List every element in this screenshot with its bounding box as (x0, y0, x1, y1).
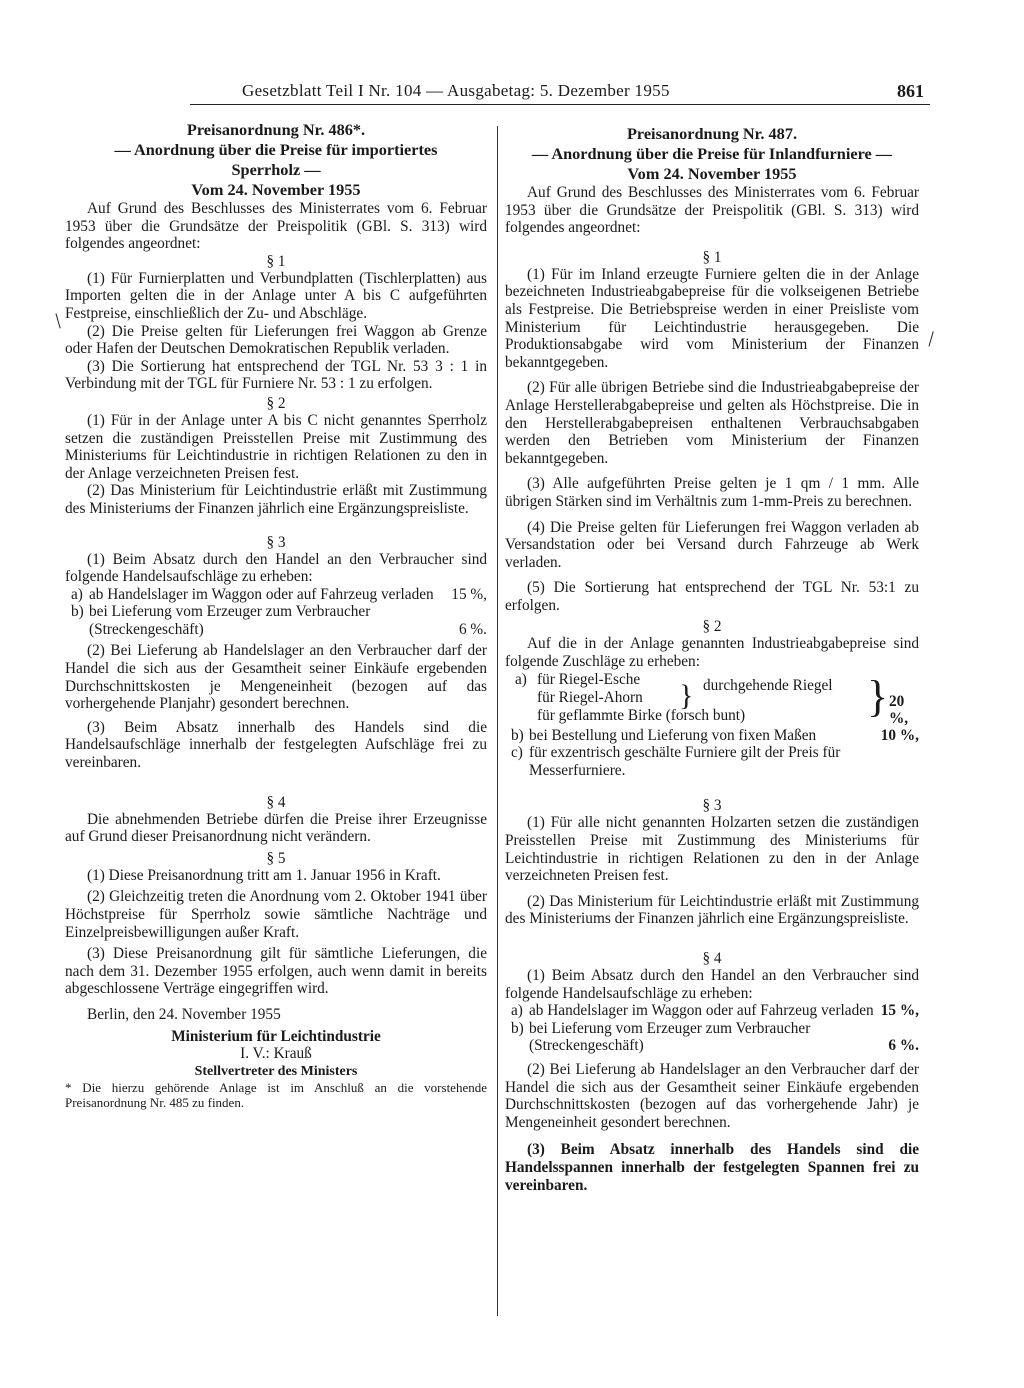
header-title: Gesetzblatt Teil I Nr. 104 — Ausgabetag: 5. Dezember 1955 (242, 81, 670, 100)
list-label: a) (511, 1002, 523, 1020)
ordinance-subtitle: Sperrholz — (231, 160, 321, 179)
paragraph: (2) Bei Lieferung ab Handelslager an den Verbraucher darf der Handel die sich aus der Gesamtheit seiner Einkäufe ergebenden Durchschnittskosten (bezogen auf das vorhergehende Jahr) je Mengeneinheit gesondert berechnen. (505, 1060, 919, 1131)
list-text: durchgehende Riegel (703, 676, 833, 694)
paragraph: (5) Die Sortierung hat entsprechend der TGL Nr. 53:1 zu erfolgen. (505, 579, 919, 614)
paragraph: (2) Bei Lieferung ab Handelslager an den Verbraucher darf der Handel die sich aus der Gesamtheit seiner Einkäufe ergebenden Durchschnittskosten je Mengeneinheit (bezogen auf das vorhergehende Planjahr) gesondert berechnen. (65, 642, 487, 713)
list-label: a) (515, 670, 527, 688)
list-label: c) (511, 744, 523, 762)
right-column (505, 124, 919, 1194)
list-text: ab Handelslager im Waggon oder auf Fahrzeug verladen (89, 585, 434, 603)
list-text: bei Bestellung und Lieferung von fixen Maßen (529, 726, 817, 744)
section-heading: § 2 (266, 394, 286, 412)
place-date: Berlin, den 24. November 1955 (87, 1005, 281, 1023)
list-text: für Riegel-Ahorn (537, 688, 643, 706)
page-header (190, 80, 930, 105)
list-item (505, 1020, 919, 1055)
margin-mark: / (48, 308, 68, 333)
ordinance-date: Vom 24. November 1955 (627, 164, 797, 183)
list-value: 6 %. (458, 620, 487, 638)
list-text: bei Lieferung vom Erzeuger zum Verbraucher (Streckengeschäft) (529, 1019, 811, 1055)
list-value: 6 %. (888, 1037, 919, 1055)
list-label: b) (511, 1019, 524, 1037)
ordinance-title: Preisanordnung Nr. 487. (626, 124, 798, 143)
column-divider (497, 126, 498, 1316)
list-text: bei Lieferung vom Erzeuger zum Verbraucher (Streckengeschäft) (89, 603, 371, 638)
paragraph: (3) Beim Absatz innerhalb des Handels sind die Handelsaufschläge innerhalb der festgelegten Aufschläge frei zu vereinbaren. (65, 718, 487, 772)
preamble: Auf Grund des Beschlusses des Ministerrates vom 6. Februar 1953 über die Grundsätze der Preispolitik (GBl. S. 313) wird folgendes angeordnet: (65, 200, 487, 253)
list-value: 15 %, (880, 1002, 919, 1020)
paragraph: (4) Die Preise gelten für Lieferungen frei Waggon verladen ab Versandstation oder bei Versand durch Fahrzeuge ab Werk verladen. (505, 518, 919, 571)
signatory-rank: Stellvertreter des Ministers (194, 1063, 358, 1079)
paragraph: Die abnehmenden Betriebe dürfen die Preise ihrer Erzeugnisse auf Grund dieser Preisanordnung nicht verändern. (65, 810, 487, 846)
section-heading: § 2 (702, 618, 722, 636)
paragraph: (3) Beim Absatz innerhalb des Handels sind die Handelsspannen innerhalb der festgelegten Spannen frei zu vereinbaren. (505, 1141, 919, 1194)
brace-glyph: } (679, 678, 694, 712)
list-text: ab Handelslager im Waggon oder auf Fahrzeug verladen (529, 1002, 874, 1020)
ordinance-subtitle: — Anordnung über die Preise für Inlandfurniere — (531, 144, 893, 163)
footnote: * Die hierzu gehörende Anlage ist im Anschluß an die vorstehende Preisanordnung Nr. 485 zu finden. (65, 1080, 487, 1111)
section-heading: § 1 (266, 252, 286, 270)
page-number: 861 (897, 81, 924, 101)
left-column (65, 120, 487, 1110)
section-heading: § 5 (266, 849, 286, 867)
section-heading: § 4 (702, 950, 722, 967)
paragraph: (1) Beim Absatz durch den Handel an den Verbraucher sind folgende Handelsaufschläge zu erheben: (505, 967, 919, 1002)
paragraph: Auf die in der Anlage genannten Industrieabgabepreise sind folgende Zuschläge zu erheben: (505, 635, 919, 671)
preamble: Auf Grund des Beschlusses des Ministerrates vom 6. Februar 1953 über die Grundsätze der Preispolitik (GBl. S. 313) wird folgendes angeordnet: (505, 184, 919, 237)
surcharge-group (515, 670, 919, 728)
list-item (65, 586, 487, 604)
list-item (505, 744, 919, 779)
list-label: b) (71, 603, 84, 621)
list-label: b) (511, 726, 524, 744)
signatory: I. V.: Krauß (240, 1045, 312, 1063)
list-text: für Riegel-Esche (537, 670, 641, 688)
list-value: 20 %, (889, 692, 909, 728)
margin-mark: \ (921, 326, 942, 351)
list-item (505, 1002, 919, 1020)
list-value: 15 %, (451, 585, 487, 603)
section-heading: § 3 (702, 797, 722, 815)
section-heading: § 4 (266, 793, 286, 811)
paragraph: (1) Für alle nicht genannten Holzarten setzen die zuständigen Preisstellen Preise mit Zustimmung des Ministeriums für Leichtindustrie in richtigen Relationen zu den in der Anlage verzeichneten Preisen fest. (505, 814, 919, 885)
section-heading: § 3 (266, 533, 286, 551)
list-text: für geflammte Birke (forsch bunt) (537, 706, 746, 724)
paragraph: (3) Alle aufgeführten Preise gelten je 1 qm / 1 mm. Alle übrigen Stärken sind im Verhältnis zum 1-mm-Preis zu berechnen. (505, 475, 919, 510)
paragraph: (2) Gleichzeitig treten die Anordnung vom 2. Oktober 1941 über Höchstpreise für Sperrholz sowie sämtliche Nachträge und Einzelpreisbewilligungen außer Kraft. (65, 888, 487, 941)
brace-glyph: } (867, 671, 889, 721)
paragraph: (1) Für im Inland erzeugte Furniere gelten die in der Anlage bezeichneten Industrieabgabepreise für die volkseigenen Betriebe als Festpreise. Die Betriebspreise werden in einer Preisliste vom Ministerium für Leichtindustrie herausgegeben. Die Produktionsabgabe wird vom Ministerium der Finanzen bekanntgegeben. (505, 265, 919, 371)
list-label: a) (71, 585, 83, 603)
paragraph: (2) Das Ministerium für Leichtindustrie erläßt mit Zustimmung des Ministeriums der Finanzen jährlich eine Ergänzungspreisliste. (505, 892, 919, 928)
issuing-ministry: Ministerium für Leichtindustrie (171, 1027, 381, 1045)
list-item (65, 603, 487, 638)
list-text: für exzentrisch geschälte Furniere gilt der Preis für Messerfurniere. (529, 744, 841, 779)
paragraph: (1) Für Furnierplatten und Verbundplatten (Tischlerplatten) aus Importen gelten die in der Anlage unter A bis C aufgeführten Festpreise, einschließlich der Zu- und Abschläge. (65, 269, 487, 322)
paragraph: (1) Diese Preisanordnung tritt am 1. Januar 1956 in Kraft. (87, 866, 441, 884)
list-value: 10 %, (880, 726, 919, 744)
paragraph: (3) Die Sortierung hat entsprechend der TGL Nr. 53 3 : 1 in Verbindung mit der TGL für Furniere Nr. 53 : 1 zu erfolgen. (65, 357, 487, 393)
ordinance-title: Preisanordnung Nr. 486*. (186, 120, 366, 139)
ordinance-subtitle: — Anordnung über die Preise für importiertes (114, 140, 438, 159)
section-heading: § 1 (702, 248, 722, 266)
paragraph: (1) Für in der Anlage unter A bis C nicht genanntes Sperrholz setzen die zuständigen Preisstellen Preise mit Zustimmung des Ministeriums für Leichtindustrie in richtigen Relationen zu den in der Anlage verzeichneten Preisen fest. (65, 411, 487, 482)
paragraph: (1) Beim Absatz durch den Handel an den Verbraucher sind folgende Handelsaufschläge zu erheben: (65, 550, 487, 586)
paragraph: (3) Diese Preisanordnung gilt für sämtliche Lieferungen, die nach dem 31. Dezember 1955 erfolgen, auch wenn damit in bereits abgeschlossene Verträge eingegriffen wird. (65, 945, 487, 998)
ordinance-date: Vom 24. November 1955 (191, 180, 361, 199)
list-item (505, 727, 919, 745)
paragraph: (2) Für alle übrigen Betriebe sind die Industrieabgabepreise der Anlage Herstellerabgabepreise und gelten als Höchstpreise. Die in den Herstellerabgabepreisen enthaltenen Verbrauchsabgaben werden den Betrieben vom Ministerium der Finanzen bekanntgegeben. (505, 379, 919, 467)
paragraph: (2) Die Preise gelten für Lieferungen frei Waggon ab Grenze oder Hafen der Deutschen Demokratischen Republik verladen. (65, 322, 487, 358)
paragraph: (2) Das Ministerium für Leichtindustrie erläßt mit Zustimmung des Ministeriums der Finanzen jährlich eine Ergänzungspreisliste. (65, 482, 487, 517)
